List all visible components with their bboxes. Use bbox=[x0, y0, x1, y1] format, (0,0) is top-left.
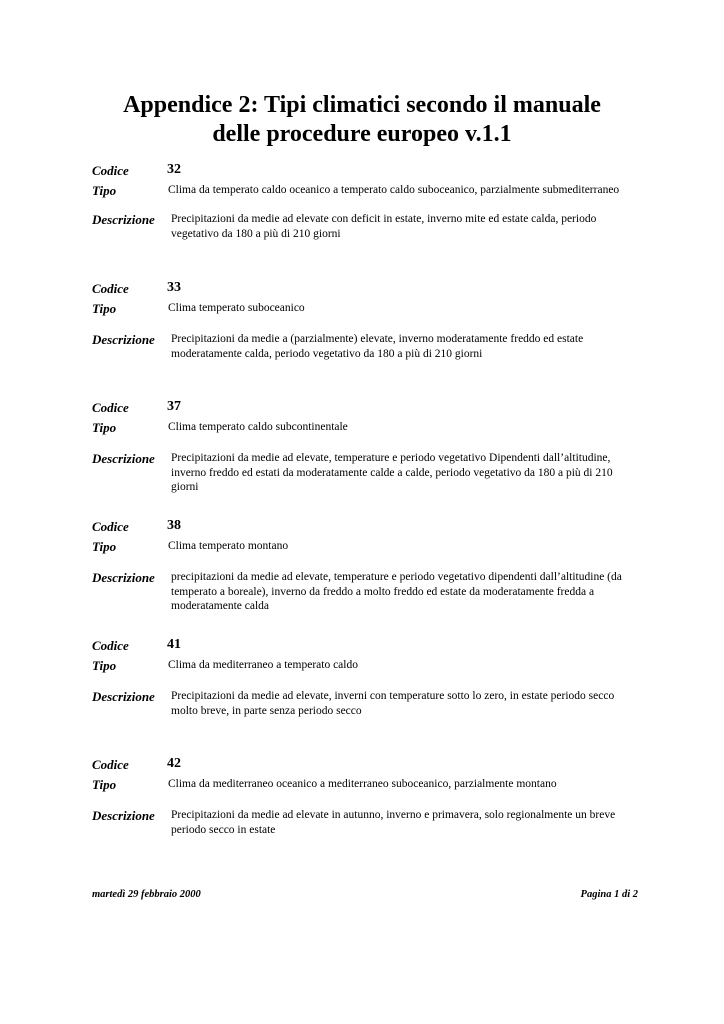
footer-page-number: Pagina 1 di 2 bbox=[580, 889, 638, 900]
descrizione-label: Descrizione bbox=[92, 451, 155, 466]
page-title bbox=[62, 91, 662, 149]
codice-value: 38 bbox=[167, 518, 181, 533]
codice-label: Codice bbox=[92, 281, 129, 296]
descrizione-label: Descrizione bbox=[92, 808, 155, 823]
tipo-label: Tipo bbox=[92, 539, 117, 554]
tipo-label: Tipo bbox=[92, 777, 117, 792]
codice-value: 41 bbox=[167, 637, 181, 652]
descrizione-label: Descrizione bbox=[92, 332, 155, 347]
descrizione-value: Precipitazioni da medie ad elevate in autunno, inverno e primavera, solo regionalmente un breve periodo secco in estate bbox=[171, 809, 616, 836]
tipo-value: Clima da mediterraneo a temperato caldo bbox=[168, 659, 358, 671]
footer-date: martedì 29 febbraio 2000 bbox=[92, 889, 201, 900]
title-line-1: Appendice 2: Tipi climatici secondo il manuale bbox=[123, 92, 601, 118]
descrizione-label: Descrizione bbox=[92, 212, 155, 227]
codice-label: Codice bbox=[92, 638, 129, 653]
descrizione-value: precipitazioni da medie ad elevate, temperature e periodo vegetativo dipendenti dall’altitudine (da temperato a boreale), inverno da freddo a molto freddo ed estate da moderatamente fredda a moderatamente calda bbox=[171, 571, 622, 612]
tipo-value: Clima temperato montano bbox=[168, 540, 289, 552]
tipo-label: Tipo bbox=[92, 301, 117, 316]
codice-value: 33 bbox=[167, 280, 181, 295]
descrizione-label: Descrizione bbox=[92, 570, 155, 585]
codice-value: 37 bbox=[167, 399, 181, 414]
tipo-label: Tipo bbox=[92, 183, 117, 198]
codice-label: Codice bbox=[92, 757, 129, 772]
title-line-2: delle procedure europeo v.1.1 bbox=[212, 121, 512, 147]
tipo-label: Tipo bbox=[92, 420, 117, 435]
descrizione-value: Precipitazioni da medie ad elevate, inverni con temperature sotto lo zero, in estate periodo secco molto breve, in parte senza periodo secco bbox=[171, 690, 615, 717]
descrizione-label: Descrizione bbox=[92, 689, 155, 704]
tipo-label: Tipo bbox=[92, 658, 117, 673]
codice-label: Codice bbox=[92, 519, 129, 534]
tipo-value: Clima da mediterraneo oceanico a mediterraneo suboceanico, parzialmente montano bbox=[168, 778, 557, 790]
tipo-value: Clima da temperato caldo oceanico a temperato caldo suboceanico, parzialmente submediterraneo bbox=[168, 184, 620, 196]
codice-value: 42 bbox=[167, 756, 181, 771]
codice-label: Codice bbox=[92, 163, 129, 178]
codice-value: 32 bbox=[167, 162, 181, 177]
codice-label: Codice bbox=[92, 400, 129, 415]
descrizione-value: Precipitazioni da medie ad elevate, temperature e periodo vegetativo Dipendenti dall’altitudine, inverno freddo ed estati da moderatamente calde a calde, periodo vegetativo da 180 a più di 210 giorni bbox=[171, 452, 613, 493]
descrizione-value: Precipitazioni da medie ad elevate con deficit in estate, inverno mite ed estate calda, periodo vegetativo da 180 a più di 210 giorni bbox=[171, 213, 597, 240]
tipo-value: Clima temperato suboceanico bbox=[168, 302, 305, 314]
descrizione-value: Precipitazioni da medie a (parzialmente) elevate, inverno moderatamente freddo ed estate moderatamente calda, periodo vegetativo da 180 a più di 210 giorni bbox=[171, 333, 584, 360]
tipo-value: Clima temperato caldo subcontinentale bbox=[168, 421, 348, 433]
